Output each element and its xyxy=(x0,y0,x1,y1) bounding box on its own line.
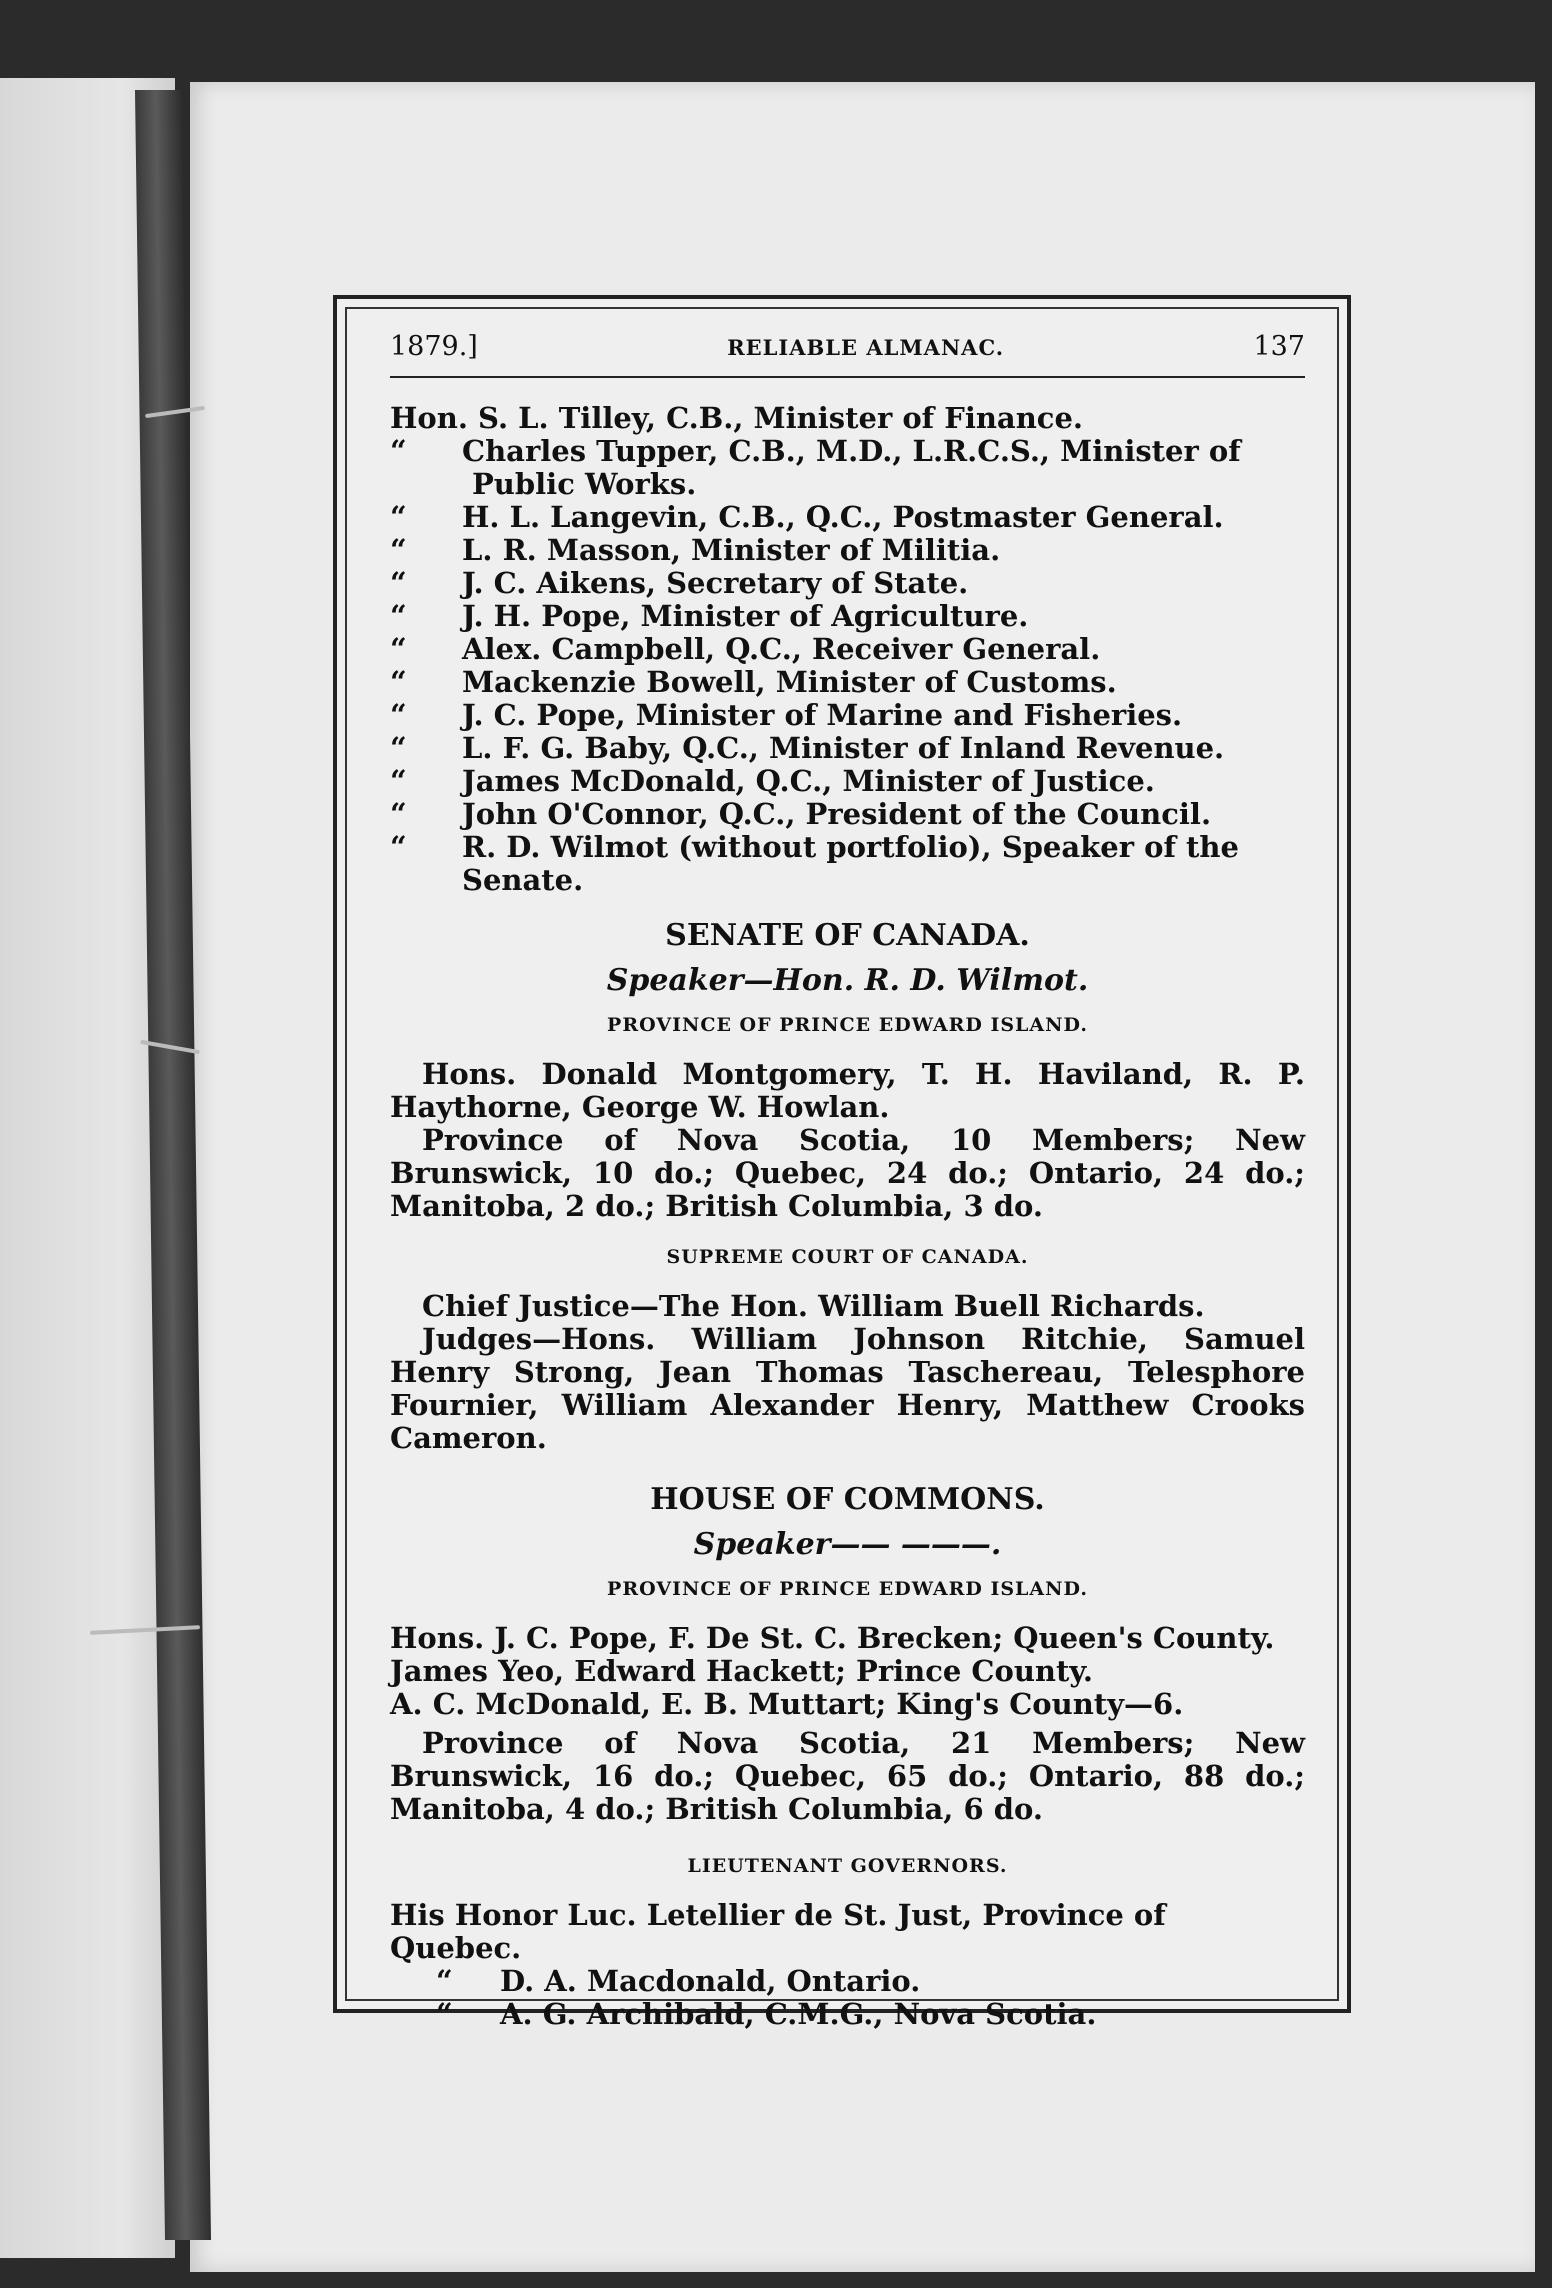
lt-governor-line: “ D. A. Macdonald, Ontario. xyxy=(436,1964,921,1998)
senate-pei-members: Hons. Donald Montgomery, T. H. Haviland, R. P. Haythorne, George W. Howlan. xyxy=(390,1057,1305,1124)
minister-line: “ H. L. Langevin, C.B., Q.C., Postmaster General. xyxy=(390,500,1224,534)
lt-governor-line: “ A. G. Archibald, C.M.G., Nova Scotia. xyxy=(436,1997,1097,2031)
lt-governor-line: His Honor Luc. Letellier de St. Just, Province of Quebec. xyxy=(390,1898,1166,1965)
supreme-court-heading: SUPREME COURT OF CANADA. xyxy=(666,1246,1029,1268)
senate-title: SENATE OF CANADA. xyxy=(665,918,1030,953)
minister-line: “ Alex. Campbell, Q.C., Receiver General. xyxy=(390,632,1101,666)
minister-line: “ J. H. Pope, Minister of Agriculture. xyxy=(390,599,1029,633)
senate-other-provinces: Province of Nova Scotia, 10 Members; New Brunswick, 10 do.; Quebec, 24 do.; Ontario, 24 do.; Manitoba, 2 do.; British Columbia, 3 do. xyxy=(390,1123,1305,1223)
commons-line: A. C. McDonald, E. B. Muttart; King's County—6. xyxy=(390,1687,1184,1721)
chief-justice: Chief Justice—The Hon. William Buell Richards. xyxy=(422,1289,1205,1323)
header-title: RELIABLE ALMANAC. xyxy=(727,335,1005,360)
minister-line: “ Charles Tupper, C.B., M.D., L.R.C.S., Minister of Public Works. xyxy=(390,434,1241,501)
minister-line: “ Mackenzie Bowell, Minister of Customs. xyxy=(390,665,1117,699)
commons-title: HOUSE OF COMMONS. xyxy=(650,1482,1045,1517)
minister-line: “ James McDonald, Q.C., Minister of Justice. xyxy=(390,764,1155,798)
commons-line: Hons. J. C. Pope, F. De St. C. Brecken; Queen's County. xyxy=(390,1621,1275,1655)
minister-line: “ J. C. Aikens, Secretary of State. xyxy=(390,566,969,600)
commons-speaker: Speaker—— ———. xyxy=(693,1527,1002,1562)
minister-line: “ L. R. Masson, Minister of Militia. xyxy=(390,533,1001,567)
judges: Judges—Hons. William Johnson Ritchie, Samuel Henry Strong, Jean Thomas Taschereau, Telesphore Fournier, William Alexander Henry, Matthew Crooks Cameron. xyxy=(390,1322,1305,1455)
senate-province-heading: PROVINCE OF PRINCE EDWARD ISLAND. xyxy=(607,1014,1088,1036)
minister-line: “ L. F. G. Baby, Q.C., Minister of Inland Revenue. xyxy=(390,731,1225,765)
minister-line: Hon. S. L. Tilley, C.B., Minister of Finance. xyxy=(390,401,1083,435)
minister-line: “ John O'Connor, Q.C., President of the Council. xyxy=(390,797,1212,831)
header-year: 1879.] xyxy=(390,331,478,362)
commons-province-heading: PROVINCE OF PRINCE EDWARD ISLAND. xyxy=(607,1578,1088,1600)
commons-line: James Yeo, Edward Hackett; Prince County. xyxy=(390,1654,1094,1688)
minister-line: “ R. D. Wilmot (without portfolio), Speaker of the Senate. xyxy=(390,830,1239,897)
page-content xyxy=(390,330,1305,2031)
ministers-list xyxy=(390,402,1305,897)
minister-line: “ J. C. Pope, Minister of Marine and Fisheries. xyxy=(390,698,1183,732)
senate-speaker: Speaker—Hon. R. D. Wilmot. xyxy=(606,963,1089,998)
commons-other-provinces: Province of Nova Scotia, 21 Members; New Brunswick, 16 do.; Quebec, 65 do.; Ontario, 88 do.; Manitoba, 4 do.; British Columbia, 6 do. xyxy=(390,1726,1305,1826)
running-head xyxy=(390,330,1305,378)
lt-governors-heading: LIEUTENANT GOVERNORS. xyxy=(687,1855,1008,1877)
page-number: 137 xyxy=(1253,331,1305,362)
